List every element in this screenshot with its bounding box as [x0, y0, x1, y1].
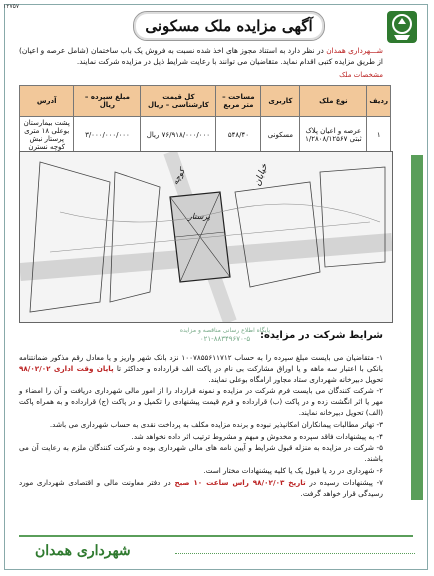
- condition-text: ۵- شرکت در مزایده به منزله قبول شرایط و آیین نامه های مالی شهرداری بوده و شرکت کنندگان ملزم به رعایت آن می باشند.: [19, 443, 383, 464]
- column-header: کاربری: [261, 86, 300, 117]
- map-label: کوچه: [170, 166, 187, 187]
- map-label: خیابان: [252, 162, 271, 188]
- watermark-text: پایگاه اطلاع رسانی مناقصه و مزایده: [179, 327, 271, 334]
- table-cell: عرصه و اعیان پلاک ثبتی ۱/۲۸۰۸/۱۲۵۶۷: [300, 117, 367, 154]
- table-cell: ۱: [367, 117, 391, 154]
- table-cell: ۵۴۸/۴۰: [216, 117, 261, 154]
- advertisement-page: [4, 4, 428, 570]
- condition-item: [19, 353, 383, 385]
- header: [13, 9, 419, 41]
- condition-text: ۳- تهاتر مطالبات پیمانکاران امکانپذیر نبوده و برنده مزایده مکلف به پرداخت نقدی به حساب شهرداری می باشد.: [49, 419, 383, 429]
- condition-text: ۶- شهرداری در رد یا قبول یک یا کلیه پیشنهادات مختار است.: [203, 465, 383, 475]
- column-header: آدرس: [20, 86, 74, 117]
- watermark-phone: ۰۲۱-۸۸۳۴۹۶۷۰-۵: [199, 335, 251, 343]
- table-header-row: [20, 86, 391, 117]
- map-label: پرستار: [188, 212, 211, 221]
- footer-dotted-line: [175, 553, 415, 554]
- intro-text: در نظر دارد به استناد مجوز های اخذ شده نسبت به فروش یک باب ساختمان (شامل عرصه و اعیان) از طریق مزایده کتبی اقدام نماید. متقاضیان می توانند با رعایت شرایط ذیل در مزایده شرکت نمایند.: [19, 46, 383, 66]
- condition-item: [19, 420, 383, 431]
- side-green-strip: [411, 155, 423, 500]
- condition-text: ۷- پیشنهادات رسیده در: [305, 477, 384, 487]
- footer-organization: شهرداری همدان: [35, 543, 131, 559]
- condition-item: [19, 466, 383, 477]
- site-map-drawing: [20, 152, 392, 322]
- conditions-title: شرایط شرکت در مزایده:: [259, 330, 383, 341]
- footer-divider: [19, 535, 413, 537]
- condition-text: ۲- شرکت کنندگان می بایست فرم شرکت در مزایده و نمونه قرارداد را از امور مالی شهرداری دریافت و آن را امضاء و مهر یا اثر انگشت زده و در پاکت (ب) قرارداده و فرم قیمت پیشنهادی را تکمیل و در پاکت (ج) قرارداده و به همراه پاکت (الف) تحویل دبیرخانه نمایند.: [19, 386, 383, 417]
- table-cell: ۳/۰۰۰/۰۰۰/۰۰۰: [74, 117, 141, 154]
- table-cell: مسکونی: [261, 117, 300, 154]
- condition-text: در دفتر معاونت مالی و اقتصادی شهرداری مورد رسیدگی قرار خواهد گرفت.: [19, 477, 383, 498]
- column-header: نوع ملک: [300, 86, 367, 117]
- condition-item: [19, 386, 383, 418]
- specs-title: مشخصات ملک: [339, 71, 383, 79]
- column-header: کل قیمت کارشناسی – ریال: [141, 86, 216, 117]
- column-header: مساحت – متر مربع: [216, 86, 261, 117]
- title-banner: [133, 11, 325, 41]
- condition-text: تحویل دبیرخانه شهرداری ستاد مجاور ارامگاه بوعلی نمایند.: [208, 374, 383, 384]
- municipality-logo-icon: [385, 9, 419, 45]
- intro-paragraph: [19, 45, 383, 67]
- table-cell: ۷۶/۹۱۸/۰۰۰/۰۰۰ ریال: [141, 117, 216, 154]
- table-row: [20, 117, 391, 154]
- property-table: [19, 85, 391, 154]
- document-number: ۱۲۷۵۷: [3, 3, 20, 10]
- condition-deadline: پایان وقت اداری ۹۸/۰۲/۰۲: [19, 363, 114, 373]
- column-header: مبلغ سپرده – ریال: [74, 86, 141, 117]
- condition-deadline: تاریخ ۹۸/۰۲/۰۳ راس ساعت ۱۰ صبح: [174, 477, 306, 487]
- condition-item: [19, 432, 383, 443]
- organization-name: شـــهرداری همدان: [326, 46, 383, 55]
- condition-text: ۱- متقاضیان می بایست مبلغ سپرده را به حساب ۱۰۰۷۸۵۵۶۱۱۷۱۲ نزد بانک شهر واریز و یا معادل رقم مذکور ضمانتنامه بانکی با اعتبار سه ماهه و یا اوراق مشارکت بی نام در پاکت الف قرارداده و حداکثر تا: [19, 353, 384, 373]
- condition-text: ۴- به پیشنهادات فاقد سپرده و مخدوش و مبهم و مشروط ترتیب اثر داده نخواهد شد.: [131, 431, 383, 441]
- condition-item: [19, 443, 383, 465]
- table-cell: پشت بیمارستان بوعلی ۱۸ متری پرستار نبش کوچه نسترن: [20, 117, 74, 154]
- column-header: ردیف: [367, 86, 391, 117]
- page-title: آگهی مزایده ملک مسکونی: [145, 17, 313, 35]
- site-map: [19, 151, 393, 323]
- condition-item: [19, 478, 383, 500]
- conditions-list: [19, 353, 383, 500]
